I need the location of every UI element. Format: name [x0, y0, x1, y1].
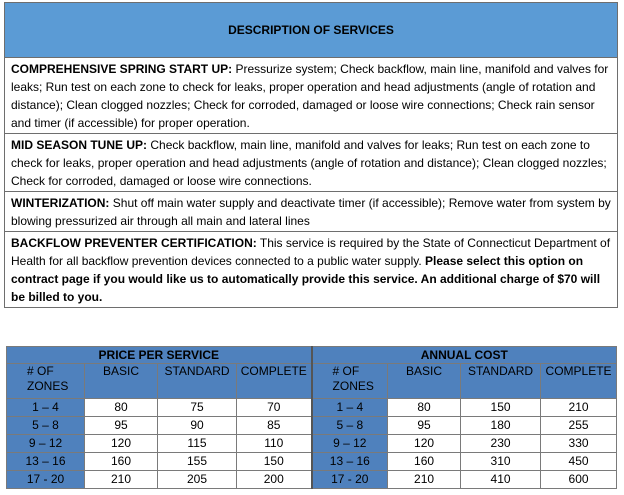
- service-text: Check backflow, main line, manifold and valves for leaks; Run test on each zone to check for leaks, proper operation and head adjustments (angle of rotation and distance); Clean clogged nozzles; Check for corroded, damaged or loose wire connections.: [11, 138, 607, 188]
- complete-price: 85: [237, 417, 312, 435]
- standard-price: 90: [158, 417, 237, 435]
- standard-price: 155: [158, 453, 237, 471]
- annual-zone-range: 9 – 12: [312, 435, 388, 453]
- basic-price: 80: [85, 399, 158, 417]
- pricing-table: [6, 346, 617, 489]
- complete-price: 110: [237, 435, 312, 453]
- annual-basic: 80: [388, 399, 461, 417]
- table-row: [7, 453, 617, 471]
- table-row: [7, 417, 617, 435]
- table-row: [7, 435, 617, 453]
- zone-range: 13 – 16: [7, 453, 85, 471]
- service-mid-season-tune-up: [5, 134, 617, 192]
- service-title: MID SEASON TUNE UP:: [11, 138, 148, 152]
- basic-price: 160: [85, 453, 158, 471]
- annual-complete: 330: [541, 435, 617, 453]
- basic-price: 95: [85, 417, 158, 435]
- table-row: [7, 471, 617, 489]
- annual-complete: 450: [541, 453, 617, 471]
- annual-cost-header: ANNUAL COST: [312, 347, 617, 364]
- service-note: Please select this option on contract page if you would like us to automatically provide this service. An additional charge of $70 will be billed to you.: [11, 254, 601, 304]
- complete-price: 70: [237, 399, 312, 417]
- annual-zone-range: 13 – 16: [312, 453, 388, 471]
- zones-column-header: # OF ZONES: [7, 364, 85, 399]
- annual-basic: 210: [388, 471, 461, 489]
- annual-standard-column-header: STANDARD: [461, 364, 541, 399]
- services-description-table: [4, 2, 618, 308]
- service-text: Shut off main water supply and deactivate timer (if accessible); Remove water from system by blowing pressurized air through all main and lateral lines: [11, 196, 611, 228]
- basic-price: 120: [85, 435, 158, 453]
- annual-zones-column-header: # OF ZONES: [312, 364, 388, 399]
- zone-range: 9 – 12: [7, 435, 85, 453]
- complete-price: 200: [237, 471, 312, 489]
- price-per-service-header: PRICE PER SERVICE: [7, 347, 312, 364]
- annual-basic: 160: [388, 453, 461, 471]
- annual-complete: 600: [541, 471, 617, 489]
- services-header: [5, 3, 617, 58]
- annual-complete-column-header: COMPLETE: [541, 364, 617, 399]
- basic-column-header: BASIC: [85, 364, 158, 399]
- complete-column-header: COMPLETE: [237, 364, 312, 399]
- zone-range: 1 – 4: [7, 399, 85, 417]
- service-spring-start-up: [5, 58, 617, 134]
- annual-complete: 210: [541, 399, 617, 417]
- service-title: WINTERIZATION:: [11, 196, 110, 210]
- zone-range: 5 – 8: [7, 417, 85, 435]
- service-text: This service is required by the State of Connecticut Department of Health for all backflow prevention devices connected to a public water supply.: [11, 236, 611, 268]
- standard-price: 75: [158, 399, 237, 417]
- service-title: BACKFLOW PREVENTER CERTIFICATION:: [11, 236, 257, 250]
- annual-standard: 310: [461, 453, 541, 471]
- annual-zone-range: 17 - 20: [312, 471, 388, 489]
- standard-column-header: STANDARD: [158, 364, 237, 399]
- standard-price: 115: [158, 435, 237, 453]
- services-header-text: DESCRIPTION OF SERVICES: [228, 23, 394, 37]
- complete-price: 150: [237, 453, 312, 471]
- basic-price: 210: [85, 471, 158, 489]
- annual-standard: 150: [461, 399, 541, 417]
- annual-zone-range: 1 – 4: [312, 399, 388, 417]
- annual-standard: 180: [461, 417, 541, 435]
- service-text: Pressurize system; Check backflow, main line, manifold and valves for leaks; Run test on each zone to check for leaks, proper operation and head adjustments (angle of rotation and distance); Clean clogged nozzles; Check for corroded, damaged or loose wire connections; Check rain sensor and timer (if accessible) for proper operation.: [11, 62, 609, 130]
- service-backflow-certification: [5, 232, 617, 307]
- annual-basic: 95: [388, 417, 461, 435]
- annual-standard: 410: [461, 471, 541, 489]
- annual-basic: 120: [388, 435, 461, 453]
- annual-basic-column-header: BASIC: [388, 364, 461, 399]
- zone-range: 17 - 20: [7, 471, 85, 489]
- table-row: [7, 399, 617, 417]
- service-title: COMPREHENSIVE SPRING START UP:: [11, 62, 233, 76]
- annual-complete: 255: [541, 417, 617, 435]
- service-winterization: [5, 192, 617, 232]
- annual-zone-range: 5 – 8: [312, 417, 388, 435]
- standard-price: 205: [158, 471, 237, 489]
- annual-standard: 230: [461, 435, 541, 453]
